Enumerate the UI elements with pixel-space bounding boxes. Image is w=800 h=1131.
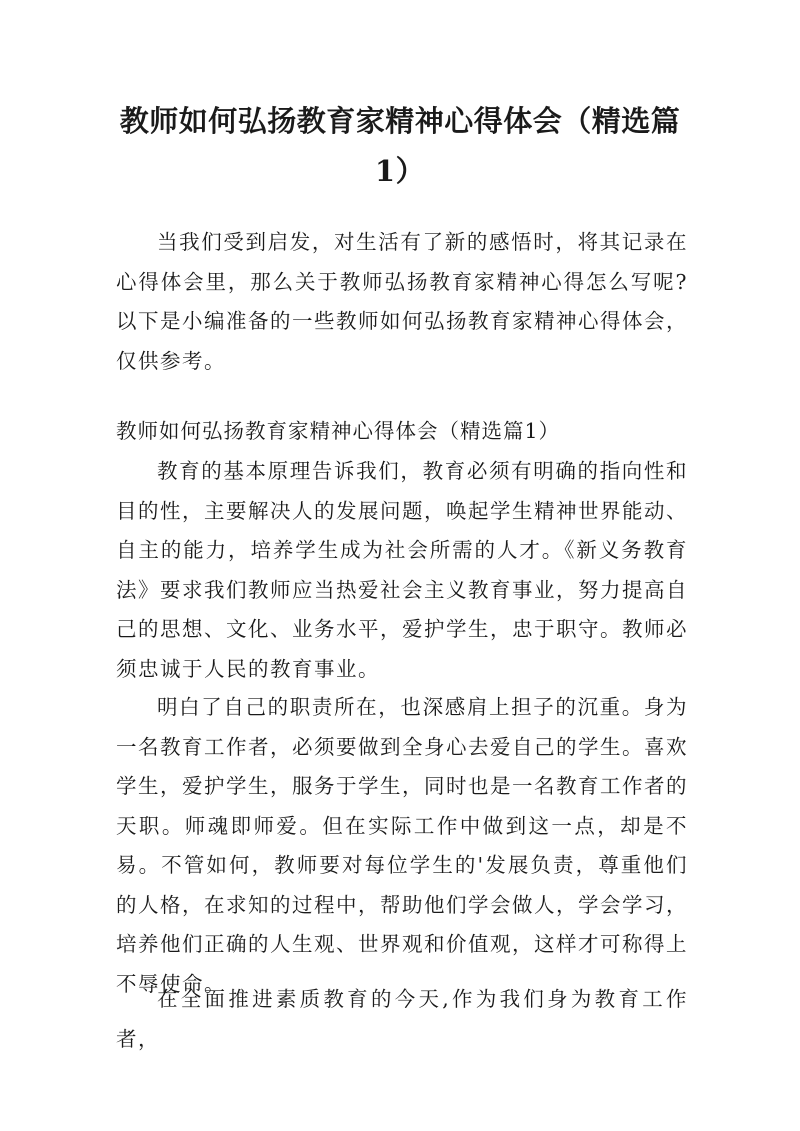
- body-paragraph-1: 教育的基本原理告诉我们，教育必须有明确的指向性和目的性，主要解决人的发展问题，唤起学生精神世界能动、自主的能力，培养学生成为社会所需的人才。《新义务教育法》要求我们教师应当热爱社会主义教育事业，努力提高自己的思想、文化、业务水平，爱护学生，忠于职守。教师必须忠诚于人民的教育事业。: [116, 459, 688, 681]
- body-paragraph-3: 在全面推进素质教育的今天,作为我们身为教育工作者，: [116, 987, 688, 1051]
- intro-paragraph: 当我们受到启发，对生活有了新的感悟时，将其记录在心得体会里，那么关于教师弘扬教育家精神心得怎么写呢?以下是小编准备的一些教师如何弘扬教育家精神心得体会，仅供参考。: [116, 230, 688, 373]
- body-paragraph-2: 明白了自己的职责所在，也深感肩上担子的沉重。身为一名教育工作者，必须要做到全身心去爱自己的学生。喜欢学生，爱护学生，服务于学生，同时也是一名教育工作者的天职。师魂即师爱。但在实际工作中做到这一点，却是不易。不管如何，教师要对每位学生的'发展负责，尊重他们的人格，在求知的过程中，帮助他们学会做人，学会学习，培养他们正确的人生观、世界观和价值观，这样才可称得上不辱使命。: [116, 695, 688, 996]
- document-title: 教师如何弘扬教育家精神心得体会（精选篇1）: [119, 104, 681, 188]
- section-heading: 教师如何弘扬教育家精神心得体会（精选篇1）: [116, 419, 561, 443]
